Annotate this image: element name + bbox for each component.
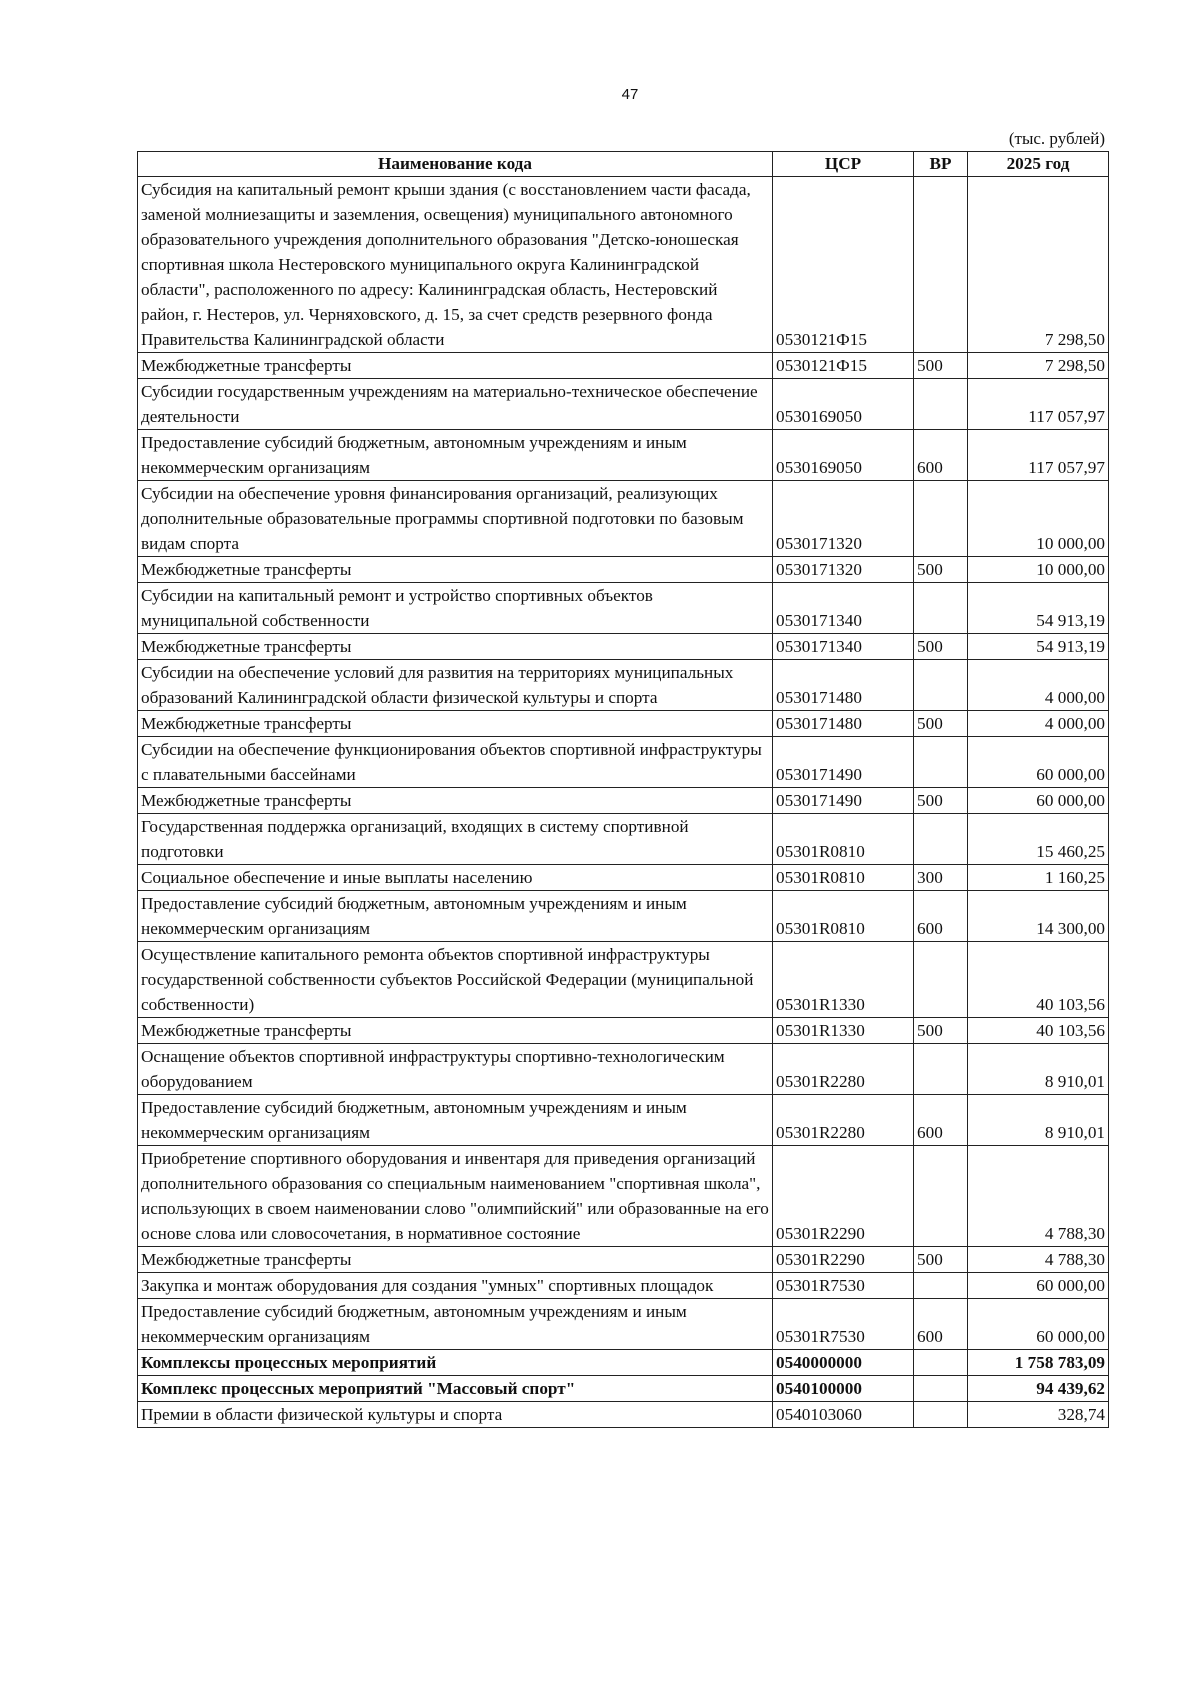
row-csr: 05301R7530	[773, 1273, 914, 1299]
row-vr: 600	[914, 1299, 968, 1350]
row-name: Предоставление субсидий бюджетным, автономным учреждениям и иным некоммерческим организациям	[138, 1095, 773, 1146]
row-name: Субсидии на обеспечение условий для развития на территориях муниципальных образований Калининградской области физической культуры и спорта	[138, 660, 773, 711]
row-vr: 600	[914, 1095, 968, 1146]
row-name: Межбюджетные трансферты	[138, 557, 773, 583]
row-amount: 4 000,00	[968, 711, 1109, 737]
table-row	[138, 583, 1109, 634]
row-amount: 40 103,56	[968, 942, 1109, 1018]
row-vr: 500	[914, 788, 968, 814]
table-row	[138, 737, 1109, 788]
row-csr: 05301R7530	[773, 1299, 914, 1350]
row-csr: 05301R2280	[773, 1044, 914, 1095]
row-vr	[914, 177, 968, 353]
row-csr: 0530171490	[773, 737, 914, 788]
row-amount: 54 913,19	[968, 634, 1109, 660]
row-csr: 0530171320	[773, 557, 914, 583]
page-number: 47	[621, 86, 639, 103]
row-amount: 54 913,19	[968, 583, 1109, 634]
row-csr: 05301R0810	[773, 891, 914, 942]
header-name: Наименование кода	[138, 152, 773, 177]
row-csr: 0540000000	[773, 1350, 914, 1376]
row-csr: 05301R1330	[773, 942, 914, 1018]
row-vr: 300	[914, 865, 968, 891]
header-year: 2025 год	[968, 152, 1109, 177]
row-amount: 4 788,30	[968, 1146, 1109, 1247]
row-vr: 500	[914, 1247, 968, 1273]
row-csr: 05301R1330	[773, 1018, 914, 1044]
row-amount: 4 788,30	[968, 1247, 1109, 1273]
row-name: Предоставление субсидий бюджетным, автономным учреждениям и иным некоммерческим организациям	[138, 1299, 773, 1350]
row-vr	[914, 1402, 968, 1428]
row-name: Субсидии на обеспечение уровня финансирования организаций, реализующих дополнительные образовательные программы спортивной подготовки по базовым видам спорта	[138, 481, 773, 557]
row-vr: 600	[914, 430, 968, 481]
row-amount: 60 000,00	[968, 1273, 1109, 1299]
row-csr: 05301R2290	[773, 1146, 914, 1247]
row-vr: 600	[914, 891, 968, 942]
row-amount: 4 000,00	[968, 660, 1109, 711]
row-amount: 8 910,01	[968, 1044, 1109, 1095]
row-csr: 0530121Ф15	[773, 177, 914, 353]
row-vr	[914, 481, 968, 557]
row-vr	[914, 1376, 968, 1402]
row-amount: 60 000,00	[968, 737, 1109, 788]
row-vr: 500	[914, 557, 968, 583]
row-name: Межбюджетные трансферты	[138, 634, 773, 660]
row-name: Субсидии на обеспечение функционирования объектов спортивной инфраструктуры с плавательными бассейнами	[138, 737, 773, 788]
row-vr	[914, 660, 968, 711]
row-csr: 05301R0810	[773, 814, 914, 865]
row-vr	[914, 379, 968, 430]
table-row	[138, 353, 1109, 379]
table-row	[138, 177, 1109, 353]
row-amount: 10 000,00	[968, 557, 1109, 583]
row-vr	[914, 737, 968, 788]
row-name: Государственная поддержка организаций, входящих в систему спортивной подготовки	[138, 814, 773, 865]
row-amount: 15 460,25	[968, 814, 1109, 865]
header-vr: ВР	[914, 152, 968, 177]
table-row	[138, 942, 1109, 1018]
row-vr	[914, 1044, 968, 1095]
table-row	[138, 1247, 1109, 1273]
row-amount: 7 298,50	[968, 177, 1109, 353]
row-vr	[914, 1273, 968, 1299]
row-vr: 500	[914, 711, 968, 737]
table-row	[138, 379, 1109, 430]
table-row	[138, 1095, 1109, 1146]
row-name: Субсидии государственным учреждениям на материально-техническое обеспечение деятельности	[138, 379, 773, 430]
row-vr: 500	[914, 634, 968, 660]
row-csr: 0540103060	[773, 1402, 914, 1428]
row-amount: 60 000,00	[968, 1299, 1109, 1350]
row-name: Премии в области физической культуры и спорта	[138, 1402, 773, 1428]
row-name: Предоставление субсидий бюджетным, автономным учреждениям и иным некоммерческим организациям	[138, 891, 773, 942]
row-amount: 1 160,25	[968, 865, 1109, 891]
row-amount: 328,74	[968, 1402, 1109, 1428]
row-csr: 05301R0810	[773, 865, 914, 891]
row-csr: 0530171490	[773, 788, 914, 814]
row-amount: 8 910,01	[968, 1095, 1109, 1146]
row-csr: 0530171480	[773, 660, 914, 711]
table-row	[138, 430, 1109, 481]
row-csr: 0530171340	[773, 634, 914, 660]
row-amount: 40 103,56	[968, 1018, 1109, 1044]
row-amount: 117 057,97	[968, 430, 1109, 481]
row-name: Социальное обеспечение и иные выплаты населению	[138, 865, 773, 891]
table-row	[138, 1044, 1109, 1095]
row-csr: 05301R2290	[773, 1247, 914, 1273]
row-name: Межбюджетные трансферты	[138, 353, 773, 379]
row-vr	[914, 583, 968, 634]
row-name: Субсидии на капитальный ремонт и устройство спортивных объектов муниципальной собственности	[138, 583, 773, 634]
row-amount: 1 758 783,09	[968, 1350, 1109, 1376]
row-csr: 0530169050	[773, 379, 914, 430]
table-row	[138, 711, 1109, 737]
row-name: Межбюджетные трансферты	[138, 788, 773, 814]
row-name: Закупка и монтаж оборудования для создания "умных" спортивных площадок	[138, 1273, 773, 1299]
row-vr	[914, 1146, 968, 1247]
header-csr: ЦСР	[773, 152, 914, 177]
row-csr: 0540100000	[773, 1376, 914, 1402]
table-row-total	[138, 1350, 1109, 1376]
row-name: Межбюджетные трансферты	[138, 711, 773, 737]
row-amount: 7 298,50	[968, 353, 1109, 379]
table-row	[138, 1402, 1109, 1428]
table-row	[138, 660, 1109, 711]
table-row	[138, 1146, 1109, 1247]
table-row	[138, 814, 1109, 865]
row-csr: 0530121Ф15	[773, 353, 914, 379]
row-amount: 10 000,00	[968, 481, 1109, 557]
table-header-row	[138, 152, 1109, 177]
row-amount: 117 057,97	[968, 379, 1109, 430]
row-csr: 0530171320	[773, 481, 914, 557]
units-note: (тыс. рублей)	[1008, 129, 1105, 148]
table-row	[138, 891, 1109, 942]
row-name: Оснащение объектов спортивной инфраструктуры спортивно-технологическим оборудованием	[138, 1044, 773, 1095]
row-name: Субсидия на капитальный ремонт крыши здания (с восстановлением части фасада, заменой молниезащиты и заземления, освещения) муниципального автономного образовательного учреждения дополнительного образования "Детско-юношеская спортивная школа Нестеровского муниципального округа Калининградской области", расположенного по адресу: Калининградская область, Нестеровский район, г. Нестеров, ул. Черняховского, д. 15, за счет средств резервного фонда Правительства Калининградской области	[138, 177, 773, 353]
table-row-total	[138, 1376, 1109, 1402]
table-row	[138, 865, 1109, 891]
row-vr	[914, 1350, 968, 1376]
row-amount: 14 300,00	[968, 891, 1109, 942]
row-amount: 60 000,00	[968, 788, 1109, 814]
row-csr: 0530169050	[773, 430, 914, 481]
row-vr: 500	[914, 353, 968, 379]
table-row	[138, 1018, 1109, 1044]
table-row	[138, 788, 1109, 814]
row-name: Осуществление капитального ремонта объектов спортивной инфраструктуры государственной собственности субъектов Российской Федерации (муниципальной собственности)	[138, 942, 773, 1018]
table-row	[138, 1273, 1109, 1299]
table-row	[138, 481, 1109, 557]
row-csr: 0530171340	[773, 583, 914, 634]
row-name: Предоставление субсидий бюджетным, автономным учреждениям и иным некоммерческим организациям	[138, 430, 773, 481]
table-row	[138, 634, 1109, 660]
row-name: Комплексы процессных мероприятий	[138, 1350, 773, 1376]
table-row	[138, 1299, 1109, 1350]
row-name: Комплекс процессных мероприятий "Массовый спорт"	[138, 1376, 773, 1402]
table-row	[138, 557, 1109, 583]
row-name: Приобретение спортивного оборудования и инвентаря для приведения организаций дополнительного образования со специальным наименованием "спортивная школа", использующих в своем наименовании слово "олимпийский" или образованные на его основе слова или словосочетания, в нормативное состояние	[138, 1146, 773, 1247]
row-csr: 05301R2280	[773, 1095, 914, 1146]
row-name: Межбюджетные трансферты	[138, 1247, 773, 1273]
budget-table	[137, 151, 1109, 1428]
row-vr: 500	[914, 1018, 968, 1044]
row-amount: 94 439,62	[968, 1376, 1109, 1402]
row-vr	[914, 942, 968, 1018]
row-csr: 0530171480	[773, 711, 914, 737]
row-name: Межбюджетные трансферты	[138, 1018, 773, 1044]
row-vr	[914, 814, 968, 865]
